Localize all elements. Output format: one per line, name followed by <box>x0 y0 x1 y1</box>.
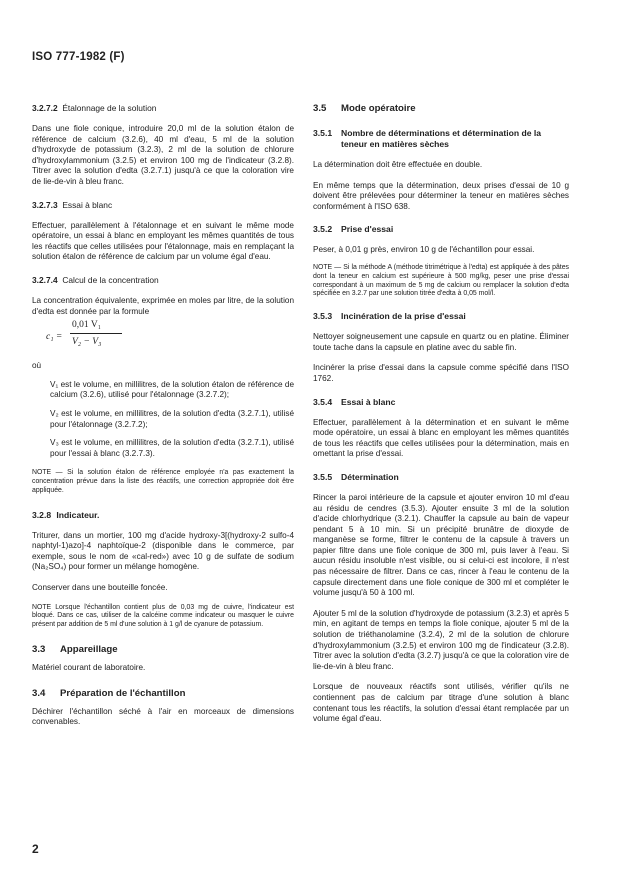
definition-v1: V₁ est le volume, en millilitres, de la solution étalon de référence de calcium (3.2.6), utilisé pour l'étalonnage (3.2.7.2); <box>50 379 294 400</box>
formula-lhs: c₁ = <box>46 332 63 343</box>
document-header: ISO 777-1982 (F) <box>32 51 125 63</box>
section-353-heading <box>313 311 569 322</box>
section-353-body: Nettoyer soigneusement une capsule en quartz ou en platine. Éliminer toute tache dans la capsule en platine avec du sable fin. <box>313 332 569 352</box>
section-34-heading <box>32 688 294 699</box>
section-3274-body: La concentration équivalente, exprimée en moles par litre, de la solution d'edta est donnée par la formule <box>32 295 294 316</box>
section-title: Appareillage <box>60 644 118 656</box>
section-353-body2: Incinérer la prise d'essai dans la capsule comme spécifié dans l'ISO 1762. <box>313 363 569 383</box>
section-title: Mode opératoire <box>341 103 416 114</box>
section-number: 3.3 <box>32 644 46 656</box>
definition-v2: V₂ est le volume, en millilitres, de la solution d'edta (3.2.7.1), utilisé pour l'étalonnage (3.2.7.2); <box>50 408 294 429</box>
section-title: Essai à blanc <box>341 396 396 407</box>
section-352-heading <box>313 224 569 235</box>
section-number: 3.2.8 <box>32 509 52 520</box>
section-title: Préparation de l'échantillon <box>60 687 186 699</box>
fraction-bar <box>70 333 122 334</box>
section-3274-note: NOTE — Si la solution étalon de référence employée n'a pas exactement la concentration prévue dans la liste des réactifs, une correction appropriée doit être appliquée. <box>32 469 294 494</box>
section-number: 3.2.7.4 <box>32 274 58 285</box>
section-351-body: La détermination doit être effectuée en double. <box>313 160 483 169</box>
section-3273-heading <box>32 200 294 211</box>
left-column <box>32 103 294 728</box>
section-355-body3: Lorsque de nouveaux réactifs sont utilisés, vérifier qu'ils ne contiennent pas de calcium par titrage d'une solution à blanc contenant tous les réactifs, la solution d'essai étant remplacée par un volume égal d'eau. <box>313 682 569 724</box>
section-328-heading <box>32 510 294 521</box>
section-title: Prise d'essai <box>341 224 394 235</box>
section-3273-body: Effectuer, parallèlement à l'étalonnage et en suivant le même mode opératoire, un essai à blanc en employant les mêmes quantités de tous les réactifs que celles utilisées pour l'étalonnage, mais en remplaçant la solution étalon de référence de calcium par un volume égal d'eau. <box>32 220 294 262</box>
concentration-formula <box>32 317 294 361</box>
section-354-body: Effectuer, parallèlement à la détermination et en suivant le même mode opératoire, un essai à blanc en employant les mêmes quantités de tous les réactifs que celles utilisées pour la détermination, mais en omettant la prise d'essai. <box>313 417 569 459</box>
section-number: 3.5.4 <box>313 396 333 407</box>
section-34-body: Déchirer l'échantillon séché à l'air en morceaux de dimensions convenables. <box>32 706 294 727</box>
section-title: Incinération de la prise d'essai <box>341 311 466 322</box>
section-number: 3.2.7.3 <box>32 199 58 210</box>
section-number: 3.5.1 <box>313 128 333 138</box>
section-number: 3.5 <box>313 103 327 114</box>
section-title: Étalonnage de la solution <box>62 103 157 113</box>
formula-denominator: V₂ − V₃ <box>72 337 102 348</box>
section-352-body: Peser, à 0,01 g près, environ 10 g de l'échantillon pour essai. <box>313 245 535 255</box>
page-number: 2 <box>32 842 39 856</box>
section-number: 3.5.3 <box>313 311 333 322</box>
section-351-body2: En même temps que la détermination, deux prises d'essai de 10 g doivent être prélevées pour déterminer la teneur en matières sèches conformément à l'ISO 638. <box>313 180 569 211</box>
section-33-heading <box>32 644 294 655</box>
section-title: Calcul de la concentration <box>62 274 159 285</box>
section-number: 3.5.5 <box>313 471 333 482</box>
section-number: 3.2.7.2 <box>32 103 58 113</box>
formula-numerator: 0,01 V₁ <box>72 320 102 331</box>
where-label: où <box>32 361 42 371</box>
section-3274-heading <box>32 275 294 286</box>
definition-v3: V₃ est le volume, en millilitres, de la solution d'edta (3.2.7.1), utilisé pour l'essai à blanc (3.2.7.3). <box>50 438 294 458</box>
section-33-body: Matériel courant de laboratoire. <box>32 663 146 673</box>
section-352-note: NOTE — Si la méthode A (méthode titrimétrique à l'edta) est appliquée à des pâtes dont la teneur en calcium est supérieure à 500 mg/kg, peser une prise d'essai correspondant à un maximum de 5 mg de calcium ou remplacer la solution d'edta spécifiée en 3.2.7 par une solution titrée d'edta à 0,05 mol/l. <box>313 263 569 298</box>
section-3272-heading <box>32 103 294 114</box>
section-title: Essai à blanc <box>62 199 113 210</box>
section-354-heading <box>313 397 569 408</box>
section-328-note: NOTE Lorsque l'échantillon contient plus de 0,03 mg de cuivre, l'indicateur est bloqué. Dans ce cas, utiliser de la calcéine comme indicateur ou masquer le cuivre présent par addition de 5 ml d'une solution à 1 g/l de cyanure de potassium. <box>32 603 294 629</box>
section-328-body: Triturer, dans un mortier, 100 mg d'acide hydroxy-3[(hydroxy-2 sulfo-4 naphtyl-1)azo]-4 naphtoïque-2 (disponible dans le commerce, par exemple, sous le nom de «cal-red») avec 10 g de sulfate de sodium (Na₂SO₄) pour former un mélange homogène. <box>32 530 294 572</box>
section-355-body2: Ajouter 5 ml de la solution d'hydroxyde de potassium (3.2.3) et après 5 min, en agitant de temps en temps la fiole conique, ajouter 5 ml de la solution de triéthanolamine (3.2.4), 2 ml de la solution de chlorure d'hydroxylammonium (3.2.5) et environ 100 mg de l'indicateur (3.2.8). Titrer avec la solution d'edta (3.2.7) jusqu'à ce que la coloration vire de lie-de-vin à bleu franc. <box>313 608 569 671</box>
section-number: 3.5.2 <box>313 224 333 235</box>
section-title: Nombre de déterminations et détermination de la teneur en matières sèches <box>341 128 542 149</box>
section-328-storage: Conserver dans une bouteille foncée. <box>32 583 168 593</box>
section-351-heading <box>313 128 569 150</box>
section-title: Détermination <box>341 471 399 482</box>
section-3272-body: Dans une fiole conique, introduire 20,0 ml de la solution étalon de référence de calcium (3.2.6), 40 ml d'eau, 5 ml de la solution d'hydroxyde de potassium (3.2.3), 2 ml de la solution de chlorure d'hydroxylammonium (3.2.5) et environ 100 mg de l'indicateur (3.2.8). Titrer avec la solution d'edta (3.2.7.1) jusqu'à ce que la coloration vire de lie-de-vin à bleu franc. <box>32 124 294 186</box>
section-35-heading <box>313 103 569 114</box>
right-column <box>313 103 569 725</box>
section-355-body: Rincer la paroi intérieure de la capsule et ajouter environ 10 ml d'eau au résidu de cendres (3.5.3). Ajouter ensuite 3 ml de la solution d'acide chlorhydrique (3.2.1). Chauffer la capsule au bain de vapeur pendant 5 à 10 min. Si un précipité brunâtre de dioxyde de manganèse se forme, filtrer le contenu de la capsule à travers un papier filtre dans une fiole conique de 300 ml, puis laver à l'eau. Si aucun résidu insoluble n'est visible, ou si celui-ci est incolore, il n'est pas nécessaire de filtrer. Dans ce cas, rincer à l'eau le contenu de la capsule directement dans une fiole conique de 300 ml et compléter le volume jusqu'à 50 à 100 ml. <box>313 492 569 598</box>
section-number: 3.4 <box>32 687 46 699</box>
section-title: Indicateur. <box>56 509 100 520</box>
section-355-heading <box>313 472 569 483</box>
